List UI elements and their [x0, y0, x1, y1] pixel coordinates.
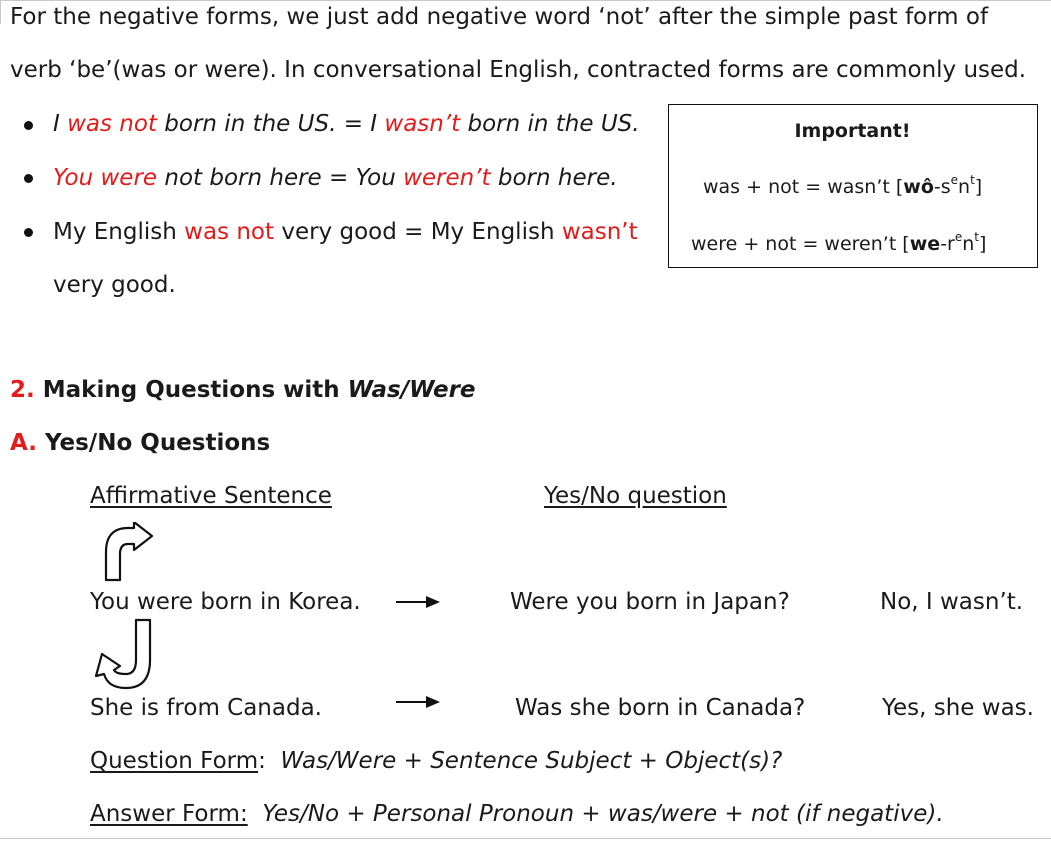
answer-form-label: Answer Form: — [90, 801, 248, 827]
bullet-2-part: not born here = You — [157, 165, 404, 191]
important-line-2 — [691, 232, 986, 256]
bullet-3-part: My English — [53, 219, 185, 245]
bullet-3-continuation: very good. — [53, 272, 176, 298]
important-box — [668, 104, 1038, 268]
section-2-heading — [10, 376, 476, 404]
section-title: Making Questions with — [34, 377, 348, 403]
bullet-3-highlight: wasn’t — [561, 219, 638, 245]
phonetic-suffix: ] — [974, 176, 983, 198]
page-left-border — [0, 0, 1, 24]
phonetic-prefix: were + not = weren’t [ — [691, 233, 910, 255]
bullet-1-highlight: was not — [67, 111, 157, 137]
phonetic-stress: wô — [903, 176, 934, 198]
intro-line-1: For the negative forms, we just add negative word ‘not’ after the simple past form of — [10, 4, 989, 30]
page-bottom-border — [0, 838, 1051, 839]
row-2-question: Was she born in Canada? — [515, 695, 806, 721]
bullet-1-highlight: wasn’t — [384, 111, 461, 137]
bullet-2-highlight: You were — [53, 165, 158, 191]
bullet-dot — [24, 174, 33, 183]
answer-form-text: Yes/No + Personal Pronoun + was/were + not (if negative). — [262, 801, 944, 827]
bullet-2 — [53, 164, 618, 192]
row-2-answer: Yes, she was. — [882, 695, 1034, 721]
phonetic-superscript: e — [950, 173, 959, 187]
bullet-2-highlight: weren’t — [403, 165, 491, 191]
yesno-header: Yes/No question — [544, 483, 727, 509]
bullet-1-part: I — [53, 111, 68, 137]
phonetic-superscript: t — [974, 230, 980, 244]
section-title-italic: Was/Were — [347, 377, 476, 403]
row-1-sentence: You were born in Korea. — [90, 589, 361, 615]
bullet-dot — [24, 228, 33, 237]
row-1-answer: No, I wasn’t. — [880, 589, 1024, 615]
intro-line-2: verb ‘be’(was or were). In conversational English, contracted forms are commonly used. — [10, 57, 1027, 83]
phonetic-part: -s — [933, 176, 951, 198]
bullet-2-part: born here. — [490, 165, 618, 191]
section-number: 2. — [10, 377, 35, 403]
important-line-1 — [703, 175, 982, 199]
bullet-3-part: very good = My English — [274, 219, 562, 245]
bullet-1 — [53, 110, 640, 138]
row-1-question: Were you born in Japan? — [510, 589, 790, 615]
phonetic-superscript: t — [970, 173, 975, 187]
phonetic-suffix: ] — [979, 233, 987, 255]
phonetic-stress: we — [909, 233, 941, 255]
bullet-dot — [24, 121, 33, 130]
phonetic-part: n — [962, 233, 975, 255]
section-letter: A. — [10, 430, 37, 456]
question-form-colon: : — [258, 748, 266, 774]
question-form-label: Question Form — [90, 748, 259, 774]
important-title: Important! — [794, 120, 911, 142]
curved-arrow-up-icon — [92, 618, 154, 692]
answer-form — [90, 800, 944, 828]
bullet-3 — [53, 218, 638, 246]
phonetic-superscript: e — [954, 230, 963, 244]
bullet-1-part: born in the US. — [460, 111, 640, 137]
right-arrow-icon — [396, 592, 442, 612]
bullet-3-highlight: was not — [184, 219, 275, 245]
curved-arrow-right-icon — [100, 522, 156, 584]
question-form — [90, 747, 782, 775]
affirmative-header: Affirmative Sentence — [90, 483, 332, 509]
bullet-1-part: born in the US. = I — [156, 111, 385, 137]
section-a-heading — [10, 429, 270, 457]
phonetic-prefix: was + not = wasn’t [ — [703, 176, 904, 198]
row-2-sentence: She is from Canada. — [90, 695, 322, 721]
phonetic-part: n — [958, 176, 971, 198]
phonetic-part: -r — [940, 233, 955, 255]
section-title: Yes/No Questions — [36, 430, 271, 456]
page-top-border — [0, 0, 1051, 1]
question-form-text: Was/Were + Sentence Subject + Object(s)? — [280, 748, 783, 774]
right-arrow-icon — [396, 692, 442, 712]
